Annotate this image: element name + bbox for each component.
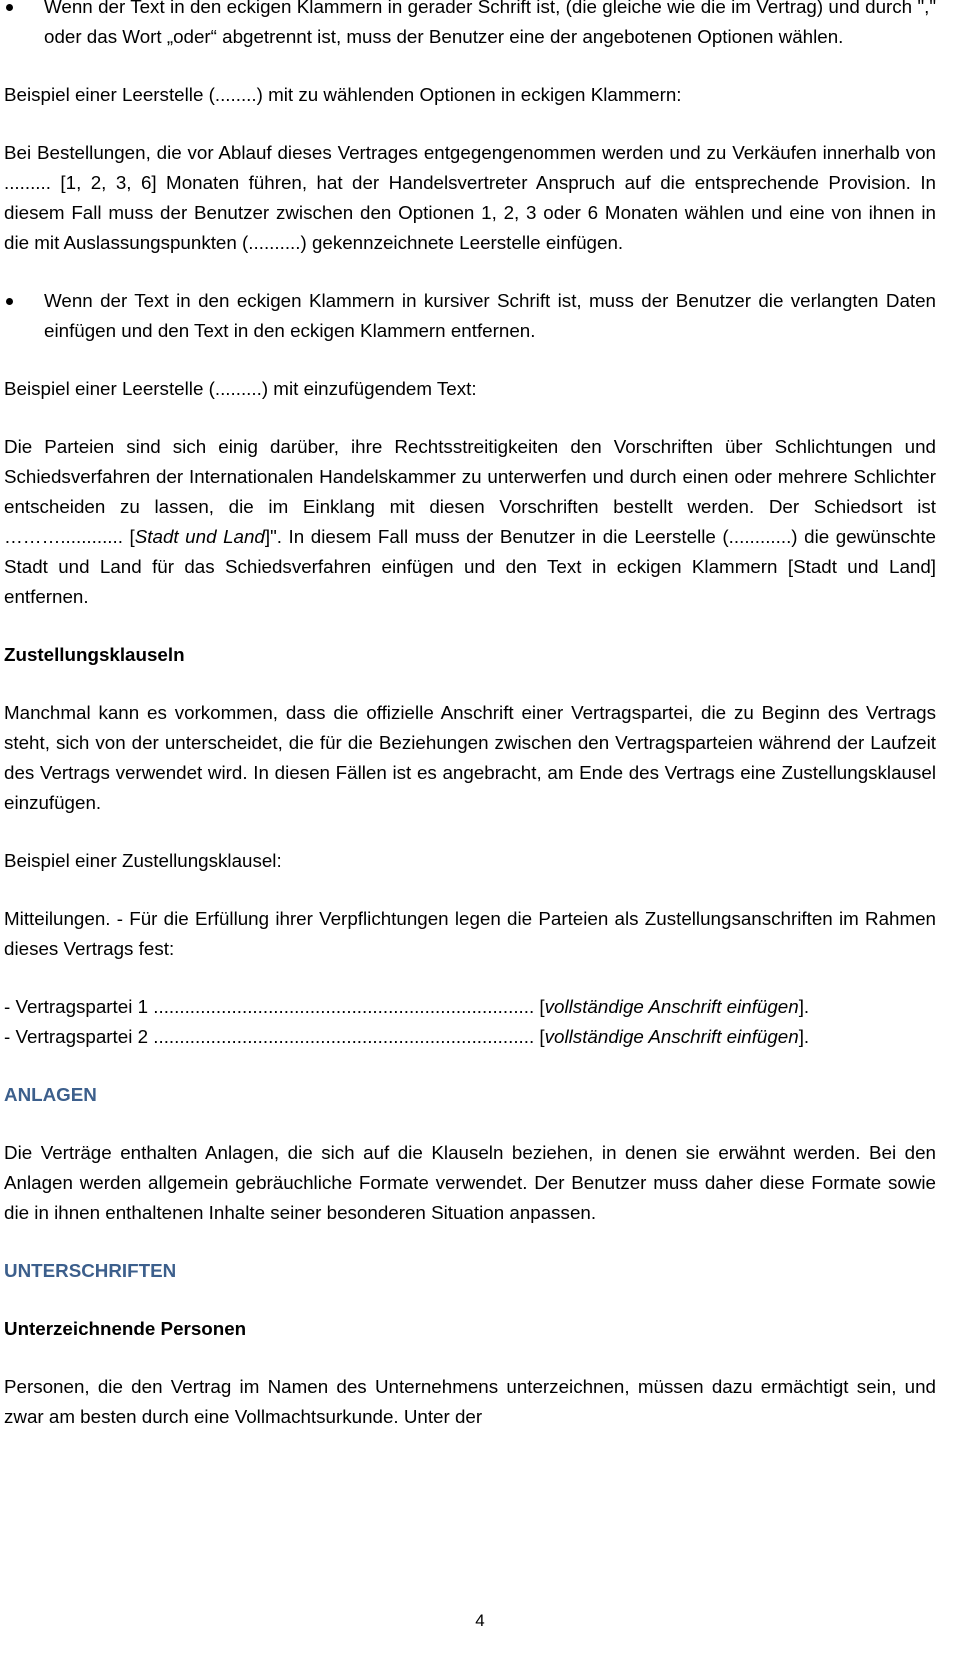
bullet-upright-text-content: Wenn der Text in den eckigen Klammern in gerader Schrift ist, (die gleiche wie die im Vertrag) und durch "," oder das Wort „oder“ abgetrennt ist, muss der Benutzer eine der angebotenen Optionen wählen. bbox=[44, 0, 936, 47]
unterschriften-heading: UNTERSCHRIFTEN bbox=[4, 1260, 177, 1281]
unterschriften-body: Personen, die den Vertrag im Namen des Unternehmens unterzeichnen, müssen dazu ermächtigt sein, und zwar am besten durch eine Vollmachtsurkunde. Unter der bbox=[4, 1376, 936, 1427]
bullet-upright-text bbox=[4, 0, 936, 52]
party-1-prefix: - Vertragspartei 1 ......................................................................... [ bbox=[4, 996, 545, 1017]
anlagen-body: Die Verträge enthalten Anlagen, die sich auf die Klauseln beziehen, in denen sie erwähnt werden. Bei den Anlagen werden allgemein gebräuchliche Formate verwendet. Der Benutzer muss daher diese Formate sowie die in ihnen enthaltenen Inhalte seiner besonderen Situation anpassen. bbox=[4, 1142, 936, 1223]
party-1-line bbox=[4, 992, 936, 1022]
zustellung-heading: Zustellungsklauseln bbox=[4, 644, 185, 665]
unterzeichnende-heading: Unterzeichnende Personen bbox=[4, 1318, 247, 1339]
zustellung-notice: Mitteilungen. - Für die Erfüllung ihrer Verpflichtungen legen die Parteien als Zustellungsanschriften im Rahmen dieses Vertrags fest: bbox=[4, 908, 936, 959]
zustellung-example-label: Beispiel einer Zustellungsklausel: bbox=[4, 850, 282, 871]
party-2-italic: vollständige Anschrift einfügen bbox=[544, 1026, 799, 1047]
party-2-suffix: ]. bbox=[798, 1026, 810, 1047]
example1-label: Beispiel einer Leerstelle (........) mit zu wählenden Optionen in eckigen Klammern: bbox=[4, 84, 682, 105]
bullet-dot-icon bbox=[6, 298, 13, 305]
party-1-italic: vollständige Anschrift einfügen bbox=[544, 996, 799, 1017]
example2-body-before: Die Parteien sind sich einig darüber, ihre Rechtsstreitigkeiten den Vorschriften über Schlichtungen und Schiedsverfahren der Internationalen Handelskammer zu unterwerfen und durch einen oder mehrere Schlichter entscheiden zu lassen, die im Einklang mit diesen Vorschriften bestellt werden. Der Schiedsort ist ………............ [ bbox=[4, 436, 936, 547]
bullet-italic-text bbox=[4, 286, 936, 346]
example2-body-after: ]". In diesem Fall muss der Benutzer in die Leerstelle (............) die gewünschte Stadt und Land für das Schiedsverfahren einfügen und den Text in eckigen Klammern [Stadt und Land] entfernen. bbox=[4, 526, 936, 607]
bullet-dot-icon bbox=[6, 4, 13, 11]
bullet-italic-text-content: Wenn der Text in den eckigen Klammern in kursiver Schrift ist, muss der Benutzer die verlangten Daten einfügen und den Text in den eckigen Klammern entfernen. bbox=[44, 290, 936, 341]
anlagen-heading: ANLAGEN bbox=[4, 1084, 97, 1105]
example2-body bbox=[4, 432, 936, 612]
zustellung-body: Manchmal kann es vorkommen, dass die offizielle Anschrift einer Vertragspartei, die zu Beginn des Vertrags steht, sich von der unterscheidet, die für die Beziehungen zwischen den Vertragsparteien während der Laufzeit des Vertrags verwendet wird. In diesen Fällen ist es angebracht, am Ende des Vertrags eine Zustellungsklausel einzufügen. bbox=[4, 702, 936, 813]
party-1-suffix: ]. bbox=[798, 996, 810, 1017]
party-2-line bbox=[4, 1022, 936, 1052]
example2-label: Beispiel einer Leerstelle (.........) mit einzufügendem Text: bbox=[4, 378, 477, 399]
example1-body: Bei Bestellungen, die vor Ablauf dieses Vertrages entgegengenommen werden und zu Verkäufen innerhalb von ......... [1, 2, 3, 6] Monaten führen, hat der Handelsvertreter Anspruch auf die entsprechende Provision. In diesem Fall muss der Benutzer zwischen den Optionen 1, 2, 3 oder 6 Monaten wählen und eine von ihnen in die mit Auslassungspunkten (..........) gekennzeichnete Leerstelle einfügen. bbox=[4, 142, 936, 253]
party-2-prefix: - Vertragspartei 2 ......................................................................... [ bbox=[4, 1026, 545, 1047]
example2-body-italic: Stadt und Land bbox=[134, 526, 265, 547]
page-number: 4 bbox=[475, 1611, 485, 1630]
